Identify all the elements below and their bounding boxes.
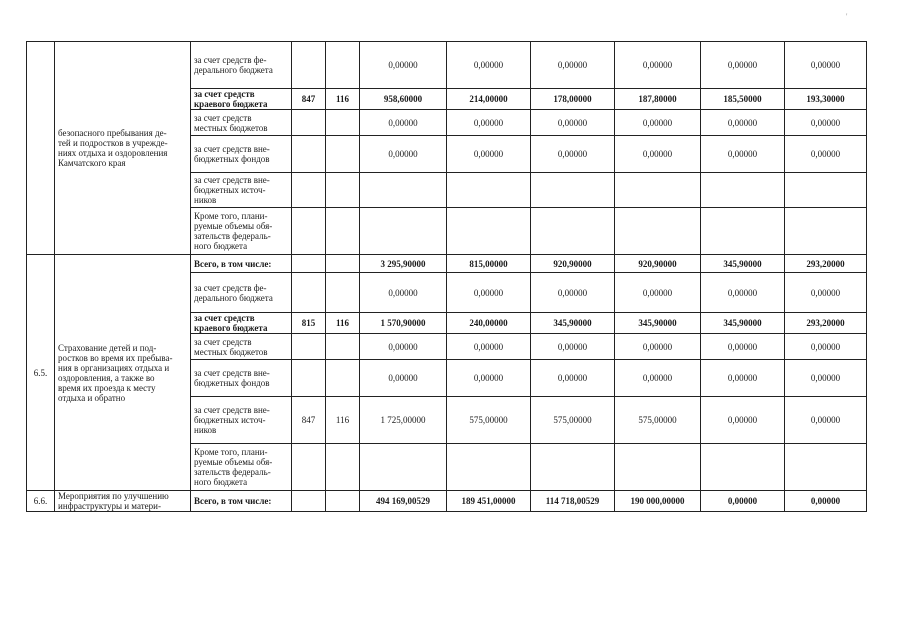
amount-cell: 0,00000 <box>785 491 867 512</box>
amount-cell: 190 000,00000 <box>615 491 701 512</box>
table-row <box>27 491 867 512</box>
funding-source: Кроме того, плани- руемые объемы обя- зательств федераль- ного бюджета <box>191 208 292 255</box>
amount-cell <box>360 208 447 255</box>
amount-cell: 0,00000 <box>701 136 785 173</box>
amount-cell: 189 451,00000 <box>447 491 531 512</box>
grbs-code <box>292 334 326 360</box>
funding-source: за счет средств краевого бюджета <box>191 313 292 334</box>
amount-cell: 0,00000 <box>615 273 701 313</box>
section-description: Страхование детей и под- ростков во время их пребыва- ния в организациях отдыха и оздоровления, а также во время их проезда к месту отдыха и обратно <box>55 255 191 491</box>
amount-cell: 0,00000 <box>447 360 531 397</box>
amount-cell: 0,00000 <box>785 42 867 89</box>
grbs-code: 847 <box>292 397 326 444</box>
amount-cell: 0,00000 <box>447 334 531 360</box>
amount-cell: 3 295,90000 <box>360 255 447 273</box>
amount-cell: 958,60000 <box>360 89 447 110</box>
section-code: 116 <box>326 89 360 110</box>
section-code <box>326 334 360 360</box>
section-code <box>326 110 360 136</box>
grbs-code <box>292 136 326 173</box>
amount-cell: 0,00000 <box>615 360 701 397</box>
amount-cell <box>701 173 785 208</box>
table-row <box>27 255 867 273</box>
amount-cell <box>531 208 615 255</box>
funding-source: за счет средств вне- бюджетных фондов <box>191 360 292 397</box>
section-code <box>326 255 360 273</box>
section-code <box>326 173 360 208</box>
amount-cell: 293,20000 <box>785 255 867 273</box>
amount-cell: 0,00000 <box>447 136 531 173</box>
amount-cell <box>447 444 531 491</box>
amount-cell: 494 169,00529 <box>360 491 447 512</box>
amount-cell: 0,00000 <box>701 360 785 397</box>
amount-cell: 345,90000 <box>701 313 785 334</box>
amount-cell: 0,00000 <box>701 397 785 444</box>
amount-cell <box>615 208 701 255</box>
grbs-code <box>292 273 326 313</box>
funding-source: Кроме того, плани- руемые объемы обя- зательств федераль- ного бюджета <box>191 444 292 491</box>
amount-cell: 0,00000 <box>360 110 447 136</box>
amount-cell <box>531 173 615 208</box>
budget-table <box>26 41 867 512</box>
amount-cell <box>615 173 701 208</box>
amount-cell: 0,00000 <box>615 136 701 173</box>
amount-cell: 575,00000 <box>531 397 615 444</box>
amount-cell: 0,00000 <box>447 273 531 313</box>
amount-cell: 575,00000 <box>447 397 531 444</box>
funding-source: Всего, в том числе: <box>191 255 292 273</box>
section-number: 6.6. <box>27 491 55 512</box>
amount-cell: 0,00000 <box>701 110 785 136</box>
section-number <box>27 42 55 255</box>
section-code <box>326 360 360 397</box>
amount-cell: 0,00000 <box>785 110 867 136</box>
amount-cell: 0,00000 <box>701 491 785 512</box>
amount-cell <box>447 208 531 255</box>
table-row <box>27 42 867 89</box>
amount-cell: 0,00000 <box>447 110 531 136</box>
amount-cell: 0,00000 <box>785 273 867 313</box>
amount-cell: 0,00000 <box>531 42 615 89</box>
amount-cell: 345,90000 <box>615 313 701 334</box>
amount-cell: 0,00000 <box>531 334 615 360</box>
funding-source: за счет средств местных бюджетов <box>191 110 292 136</box>
funding-source: Всего, в том числе: <box>191 491 292 512</box>
amount-cell: 0,00000 <box>360 360 447 397</box>
amount-cell <box>360 173 447 208</box>
section-code <box>326 444 360 491</box>
amount-cell: 0,00000 <box>360 136 447 173</box>
amount-cell: 114 718,00529 <box>531 491 615 512</box>
funding-source: за счет средств вне- бюджетных фондов <box>191 136 292 173</box>
section-code: 116 <box>326 313 360 334</box>
grbs-code <box>292 173 326 208</box>
amount-cell: 920,90000 <box>531 255 615 273</box>
grbs-code <box>292 255 326 273</box>
funding-source: за счет средств краевого бюджета <box>191 89 292 110</box>
amount-cell: 0,00000 <box>615 334 701 360</box>
amount-cell: 0,00000 <box>447 42 531 89</box>
amount-cell: 0,00000 <box>701 334 785 360</box>
amount-cell: 815,00000 <box>447 255 531 273</box>
amount-cell: 345,90000 <box>531 313 615 334</box>
grbs-code: 847 <box>292 89 326 110</box>
amount-cell: 0,00000 <box>360 42 447 89</box>
grbs-code <box>292 360 326 397</box>
funding-source: за счет средств фе- дерального бюджета <box>191 273 292 313</box>
amount-cell: 0,00000 <box>615 42 701 89</box>
section-code: 116 <box>326 397 360 444</box>
amount-cell: 185,50000 <box>701 89 785 110</box>
section-number: 6.5. <box>27 255 55 491</box>
amount-cell: 0,00000 <box>785 397 867 444</box>
amount-cell: 0,00000 <box>531 273 615 313</box>
amount-cell <box>785 208 867 255</box>
amount-cell: 0,00000 <box>360 273 447 313</box>
amount-cell: 0,00000 <box>701 42 785 89</box>
section-code <box>326 208 360 255</box>
amount-cell: 293,20000 <box>785 313 867 334</box>
amount-cell <box>785 173 867 208</box>
funding-source: за счет средств фе- дерального бюджета <box>191 42 292 89</box>
amount-cell: 920,90000 <box>615 255 701 273</box>
grbs-code: 815 <box>292 313 326 334</box>
amount-cell <box>360 444 447 491</box>
section-description: безопасного пребывания де- тей и подростков в учрежде- ниях отдыха и оздоровления Камчатского края <box>55 42 191 255</box>
amount-cell <box>531 444 615 491</box>
amount-cell: 0,00000 <box>531 110 615 136</box>
grbs-code <box>292 208 326 255</box>
amount-cell <box>447 173 531 208</box>
grbs-code <box>292 444 326 491</box>
funding-source: за счет средств вне- бюджетных источ- ников <box>191 173 292 208</box>
amount-cell <box>701 444 785 491</box>
amount-cell: 214,00000 <box>447 89 531 110</box>
amount-cell: 345,90000 <box>701 255 785 273</box>
amount-cell: 0,00000 <box>615 110 701 136</box>
grbs-code <box>292 42 326 89</box>
amount-cell: 240,00000 <box>447 313 531 334</box>
funding-source: за счет средств местных бюджетов <box>191 334 292 360</box>
amount-cell: 0,00000 <box>785 136 867 173</box>
amount-cell: 193,30000 <box>785 89 867 110</box>
amount-cell <box>615 444 701 491</box>
amount-cell: 0,00000 <box>785 334 867 360</box>
section-description: Мероприятия по улучшению инфраструктуры и матери- <box>55 491 191 512</box>
amount-cell: 1 725,00000 <box>360 397 447 444</box>
section-code <box>326 136 360 173</box>
amount-cell: 0,00000 <box>531 136 615 173</box>
grbs-code <box>292 491 326 512</box>
amount-cell: 0,00000 <box>785 360 867 397</box>
amount-cell: 187,80000 <box>615 89 701 110</box>
grbs-code <box>292 110 326 136</box>
amount-cell: 0,00000 <box>531 360 615 397</box>
amount-cell <box>785 444 867 491</box>
section-code <box>326 491 360 512</box>
section-code <box>326 273 360 313</box>
amount-cell <box>701 208 785 255</box>
section-code <box>326 42 360 89</box>
amount-cell: 575,00000 <box>615 397 701 444</box>
amount-cell: 1 570,90000 <box>360 313 447 334</box>
amount-cell: 0,00000 <box>701 273 785 313</box>
funding-source: за счет средств вне- бюджетных источ- ников <box>191 397 292 444</box>
amount-cell: 178,00000 <box>531 89 615 110</box>
scan-mark: ' <box>846 12 848 21</box>
amount-cell: 0,00000 <box>360 334 447 360</box>
